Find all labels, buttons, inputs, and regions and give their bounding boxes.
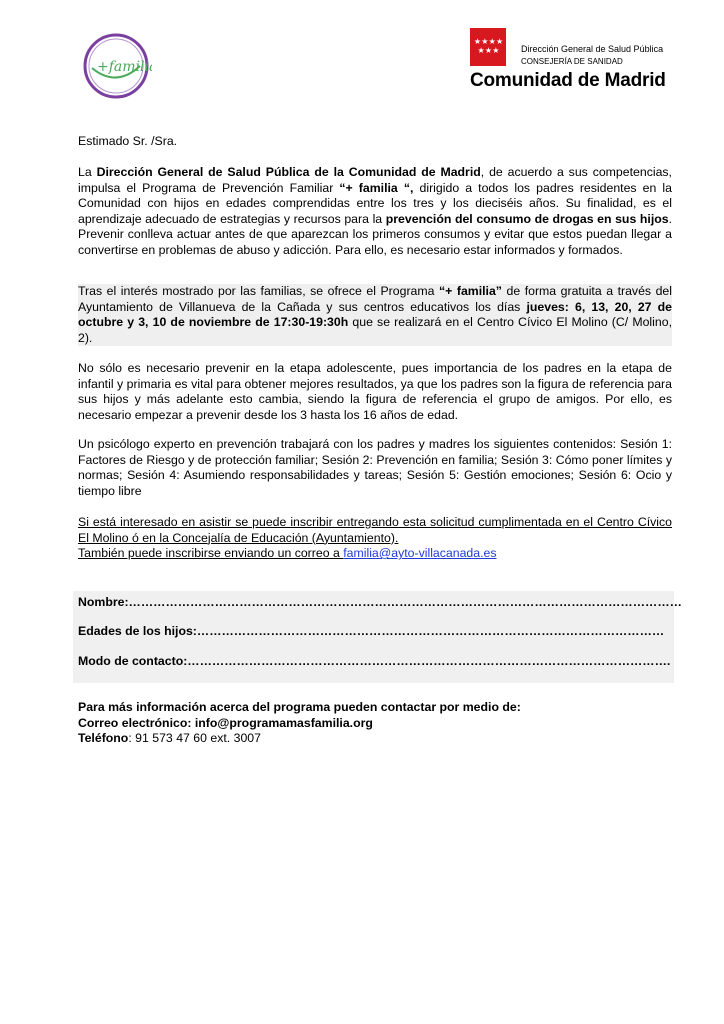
email-value: : info@programamasfamilia.org [187,715,373,730]
paragraph-prevention: No sólo es necesario prevenir en la etapa adolescente, pues importancia de los padres en la etapa de infantil y primaria es vital para obtener mejores resultados, ya que los padres son la figura de referencia para sus hijos y más adelante esto cambia, siendo la figura de referencia el grupo de amigos. Por ello, es necesario empezar a prevenir desde los 3 hasta los 16 años de edad. [78,361,672,422]
direccion-general: Dirección General de Salud Pública [521,44,664,54]
nombre-field[interactable]: Nombre:……………………………………………………………………………………………………………………… [78,595,682,609]
edades-field[interactable]: Edades de los hijos:…………………………………………………………………………………………………… [78,624,665,638]
paragraph-inscription: Si está interesado en asistir se puede inscribir entregando esta solicitud cumplimentada en el Centro Cívico El Molino ó en la Concejalía de Educación (Ayuntamiento). También puede inscribirse enviando un correo a familia@ayto-villacanada.es [78,515,672,561]
consejeria: CONSEJERÍA DE SANIDAD [521,57,623,66]
familia-logo-text: +familia [97,59,152,75]
phone-label: Teléfono [78,731,129,746]
inscription-instructions: Si está interesado en asistir se puede inscribir entregando esta solicitud cumplimentada en el Centro Cívico El Molino ó en la Concejalía de Educación (Ayuntamiento). [78,515,672,545]
contact-intro: Para más información acerca del programa pueden contactar por medio de: [78,700,521,714]
flag-stars: ★ ★ ★ ★ ★ ★ ★ [473,37,503,55]
madrid-flag-icon [470,28,506,66]
paragraph-sessions: Un psicólogo experto en prevención trabajará con los padres y madres los siguientes contenidos: Sesión 1: Factores de Riesgo y de protección familiar; Sesión 2: Prevención en familia; Sesión 3: Cómo poner límites y normas; Sesión 4: Asumiendo responsabilidades y tareas; Sesión 5: Gestión emociones; Sesión 6: Ocio y tiempo libre [78,437,672,498]
inscription-form [73,591,682,683]
email-label: Correo electrónico [78,715,188,730]
comunidad-madrid-logo [470,28,690,98]
phone-value: : 91 573 47 60 ext. 3007 [128,731,261,746]
comunidad-de-madrid: Comunidad de Madrid [470,70,666,91]
email-link[interactable]: familia@ayto-villacanada.es [343,546,497,561]
modo-contacto-field[interactable]: Modo de contacto:………………………………………………………………………………………………………. [78,654,671,668]
familia-logo [80,30,152,102]
contact-info [78,700,672,747]
salutation: Estimado Sr. /Sra. [78,134,178,148]
paragraph-program-dates: Tras el interés mostrado por las familias, se ofrece el Programa “+ familia” de forma gratuita a través del Ayuntamiento de Villanueva de la Cañada y sus centros educativos los días jueves: 6, 13, 20, 27 de octubre y 3, 10 de noviembre de 17:30-19:30h que se realizará en el Centro Cívico El Molino (C/ Molino, 2). [78,284,672,345]
paragraph-intro: La Dirección General de Salud Pública de la Comunidad de Madrid, de acuerdo a sus competencias, impulsa el Programa de Prevención Familiar “+ familia “, dirigido a todos los padres residentes en la Comunidad con hijos en edades comprendidas entre los tres y los dieciséis años. Su finalidad, es el aprendizaje adecuado de estrategias y recursos para la prevención del consumo de drogas en sus hijos. Prevenir conlleva actuar antes de que aparezcan los primeros consumos y evitar que estos puedan llegar a convertirse en problemas de abuso y adicción. Para ello, es necesario estar informados y formados. [78,165,673,257]
